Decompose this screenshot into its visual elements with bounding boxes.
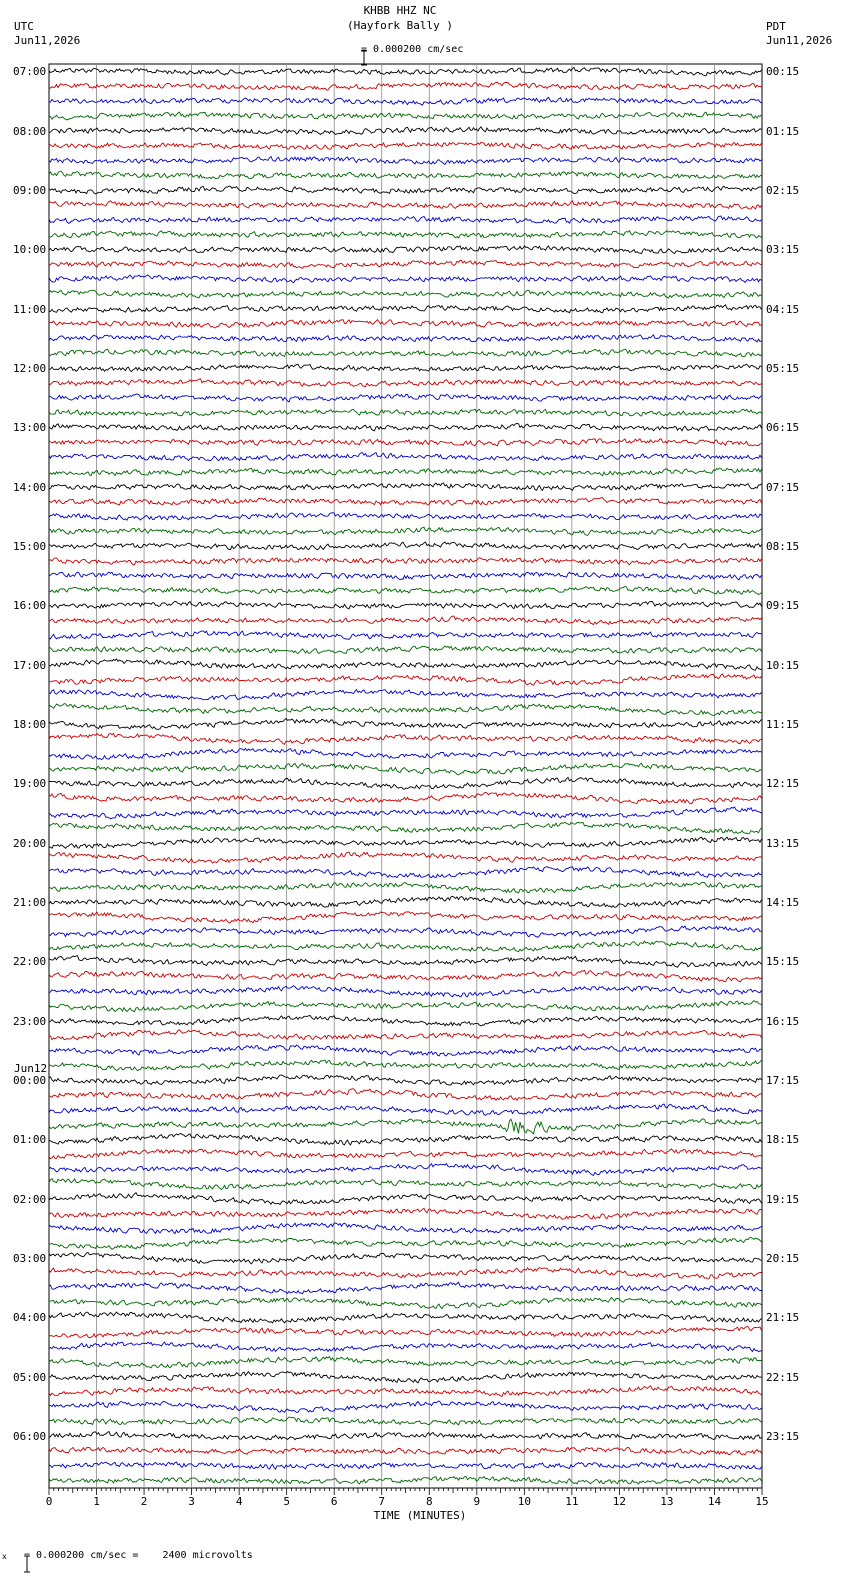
left-hour-label: 14:00 — [13, 480, 47, 494]
trace-line — [49, 1193, 762, 1205]
x-axis-label: TIME (MINUTES) — [373, 1509, 467, 1522]
trace-line — [49, 424, 762, 431]
trace-line — [49, 1208, 762, 1219]
trace-line — [49, 527, 762, 535]
left-hour-label: 13:00 — [13, 421, 47, 435]
trace-line — [49, 1386, 762, 1397]
date-change-label: Jun12 — [14, 1062, 48, 1075]
left-hour-label: 12:00 — [13, 362, 47, 376]
left-hour-label: 00:00 — [13, 1074, 47, 1088]
trace-line — [49, 896, 762, 907]
trace-line — [49, 468, 762, 476]
trace-line — [49, 349, 762, 357]
trace-line — [49, 246, 762, 254]
footer-scale-label: = 0.000200 cm/sec = 2400 microvolts — [24, 1550, 253, 1561]
trace-line — [49, 1075, 762, 1085]
trace-line — [49, 1327, 762, 1338]
trace-line — [49, 1401, 762, 1412]
x-tick-label: 9 — [473, 1495, 481, 1508]
left-hour-label: 19:00 — [13, 777, 47, 791]
trace-line — [49, 733, 762, 744]
right-hour-label: 21:15 — [766, 1311, 800, 1325]
trace-line — [49, 1447, 762, 1455]
trace-line — [49, 719, 762, 730]
right-hour-label: 00:15 — [766, 65, 800, 79]
trace-line — [49, 674, 762, 685]
trace-line — [49, 1432, 762, 1440]
left-date: Jun11,2026 — [14, 34, 81, 47]
left-timezone: UTC — [14, 20, 34, 33]
trace-line — [49, 778, 762, 790]
left-hour-label: 06:00 — [13, 1430, 47, 1444]
left-hour-label: 15:00 — [13, 540, 47, 554]
trace-line — [49, 290, 762, 298]
trace-line — [49, 1252, 762, 1264]
trace-line — [49, 690, 762, 700]
right-hour-label: 09:15 — [766, 599, 800, 613]
trace-line — [49, 231, 762, 238]
trace-line — [49, 1149, 762, 1159]
trace-line — [49, 1001, 762, 1012]
right-hour-label: 23:15 — [766, 1430, 800, 1444]
trace-line — [49, 587, 762, 595]
trace-line — [49, 542, 762, 550]
x-tick-label: 5 — [283, 1495, 290, 1508]
trace-line — [49, 379, 762, 387]
trace-line — [49, 127, 762, 135]
left-hour-label: 05:00 — [13, 1370, 47, 1384]
trace-line — [49, 1119, 762, 1134]
trace-line — [49, 941, 762, 952]
x-tick-label: 13 — [660, 1495, 674, 1508]
left-hour-label: 17:00 — [13, 658, 47, 672]
trace-line — [49, 275, 762, 283]
x-tick-label: 1 — [93, 1495, 100, 1508]
trace-line — [49, 807, 762, 819]
right-hour-label: 02:15 — [766, 184, 800, 198]
trace-line — [49, 1462, 762, 1469]
x-tick-label: 8 — [425, 1495, 433, 1508]
trace-line — [49, 1179, 762, 1190]
trace-line — [49, 1104, 762, 1115]
x-tick-label: 0 — [45, 1495, 53, 1508]
trace-line — [49, 1282, 762, 1294]
trace-line — [49, 201, 762, 209]
footer-scale-bar-icon — [9, 1542, 19, 1560]
x-tick-label: 4 — [235, 1495, 243, 1508]
trace-line — [49, 305, 762, 313]
right-timezone: PDT — [766, 20, 786, 33]
left-hour-label: 04:00 — [13, 1311, 47, 1325]
trace-line — [49, 616, 762, 624]
trace-line — [49, 1477, 762, 1484]
left-hour-label: 16:00 — [13, 599, 47, 613]
trace-line — [49, 704, 762, 716]
right-hour-label: 15:15 — [766, 955, 800, 969]
trace-line — [49, 763, 762, 775]
trace-line — [49, 483, 762, 491]
right-hour-label: 04:15 — [766, 302, 800, 316]
trace-line — [49, 748, 762, 759]
x-tick-label: 6 — [330, 1495, 338, 1508]
x-tick-label: 2 — [140, 1495, 148, 1508]
trace-line — [49, 631, 762, 640]
trace-line — [49, 1237, 762, 1249]
left-hour-label: 01:00 — [13, 1133, 47, 1147]
trace-line — [49, 1089, 762, 1101]
trace-line — [49, 926, 762, 937]
trace-line — [49, 852, 762, 863]
left-hour-label: 11:00 — [13, 302, 47, 316]
left-hour-label: 03:00 — [13, 1252, 47, 1266]
trace-line — [49, 1045, 762, 1056]
left-hour-label: 10:00 — [13, 243, 47, 257]
trace-line — [49, 572, 762, 580]
left-hour-label: 22:00 — [13, 955, 47, 969]
right-hour-label: 03:15 — [766, 243, 800, 257]
x-tick-label: 3 — [188, 1495, 195, 1508]
trace-line — [49, 364, 762, 371]
trace-line — [49, 97, 762, 105]
trace-line — [49, 1342, 762, 1352]
trace-line — [49, 497, 762, 505]
trace-line — [49, 186, 762, 194]
trace-line — [49, 82, 762, 90]
left-hour-label: 20:00 — [13, 836, 47, 850]
trace-line — [49, 659, 762, 670]
x-tick-label: 10 — [517, 1495, 531, 1508]
trace-line — [49, 792, 762, 804]
trace-line — [49, 320, 762, 328]
trace-line — [49, 1015, 762, 1026]
location-subtitle: (Hayfork Bally ) — [347, 19, 453, 32]
right-hour-label: 12:15 — [766, 777, 800, 791]
trace-line — [49, 1372, 762, 1383]
trace-line — [49, 1357, 762, 1368]
trace-line — [49, 837, 762, 848]
trace-line — [49, 912, 762, 923]
trace-line — [49, 882, 762, 893]
trace-line — [49, 112, 762, 120]
trace-line — [49, 822, 762, 834]
trace-line — [49, 1297, 762, 1308]
scale-label: = 0.000200 cm/sec — [361, 44, 464, 55]
trace-line — [49, 260, 762, 268]
right-hour-label: 22:15 — [766, 1370, 800, 1384]
right-hour-label: 16:15 — [766, 1014, 800, 1028]
right-date: Jun11,2026 — [766, 34, 833, 47]
trace-line — [49, 1164, 762, 1176]
x-tick-label: 14 — [707, 1495, 722, 1508]
trace-line — [49, 867, 762, 878]
trace-line — [49, 601, 762, 609]
left-hour-label: 18:00 — [13, 718, 47, 732]
x-tick-label: 12 — [612, 1495, 627, 1508]
trace-line — [49, 157, 762, 165]
trace-line — [49, 335, 762, 342]
trace-line — [49, 1030, 762, 1040]
left-hour-label: 09:00 — [13, 184, 47, 198]
right-hour-label: 11:15 — [766, 718, 800, 732]
right-hour-label: 08:15 — [766, 540, 800, 554]
trace-line — [49, 646, 762, 654]
right-hour-label: 01:15 — [766, 124, 800, 138]
trace-line — [49, 1312, 762, 1323]
x-tick-label: 11 — [565, 1495, 579, 1508]
right-hour-label: 05:15 — [766, 362, 800, 376]
trace-line — [49, 142, 762, 149]
trace-line — [49, 1134, 762, 1145]
right-hour-label: 10:15 — [766, 658, 800, 672]
right-hour-label: 18:15 — [766, 1133, 800, 1147]
x-tick-label: 7 — [378, 1495, 386, 1508]
left-hour-label: 21:00 — [13, 896, 47, 910]
left-hour-label: 23:00 — [13, 1014, 47, 1028]
right-hour-label: 13:15 — [766, 836, 800, 850]
trace-line — [49, 1060, 762, 1071]
left-hour-label: 07:00 — [13, 65, 47, 79]
right-hour-label: 06:15 — [766, 421, 800, 435]
trace-line — [49, 216, 762, 223]
left-hour-label: 08:00 — [13, 124, 47, 138]
right-hour-label: 14:15 — [766, 896, 800, 910]
x-tick-label: 15 — [755, 1495, 769, 1508]
trace-line — [49, 1417, 762, 1425]
trace-line — [49, 171, 762, 178]
left-hour-label: 02:00 — [13, 1192, 47, 1206]
right-hour-label: 07:15 — [766, 480, 800, 494]
trace-line — [49, 394, 762, 402]
trace-line — [49, 558, 762, 565]
trace-line — [49, 439, 762, 446]
trace-line — [49, 1268, 762, 1279]
station-title: KHBB HHZ NC — [363, 4, 437, 17]
trace-line — [49, 970, 762, 982]
scale-bar-icon — [346, 37, 356, 53]
trace-line — [49, 409, 762, 416]
footer-scale-prefix: x — [2, 1552, 7, 1561]
right-hour-label: 19:15 — [766, 1192, 800, 1206]
trace-line — [49, 986, 762, 997]
trace-line — [49, 513, 762, 521]
trace-line — [49, 956, 762, 968]
trace-line — [49, 1223, 762, 1234]
right-hour-label: 17:15 — [766, 1074, 800, 1088]
right-hour-label: 20:15 — [766, 1252, 800, 1266]
trace-line — [49, 68, 762, 76]
trace-line — [49, 453, 762, 461]
